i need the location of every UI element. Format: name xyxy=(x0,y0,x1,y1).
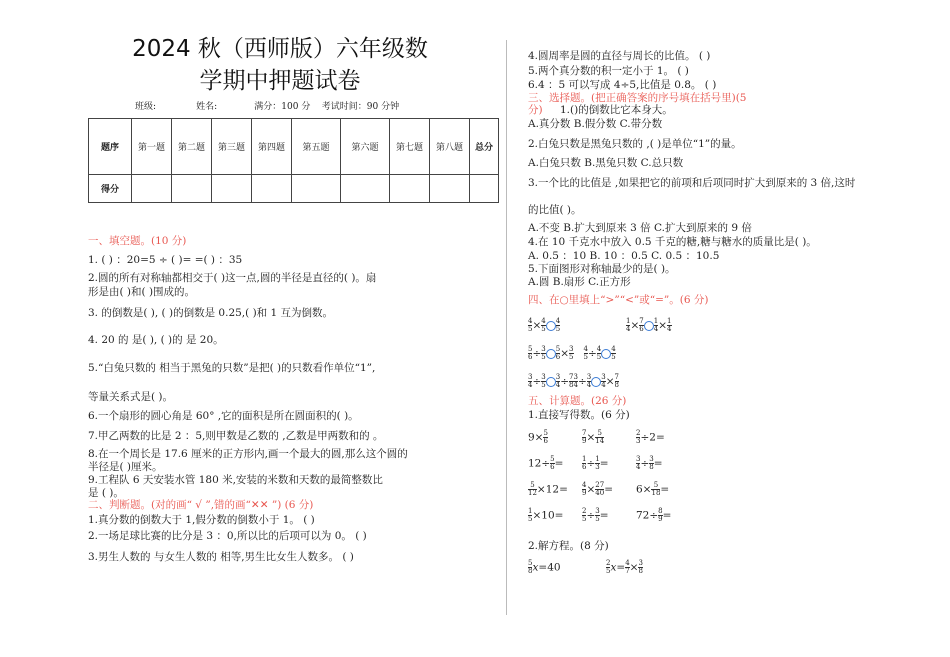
header-cell: 第六题 xyxy=(341,119,390,175)
score-table xyxy=(88,118,499,203)
choice-3-line1: 3.一个比的比值是 ,如果把它的前项和后项同时扩大到原来的 3 倍,这时 xyxy=(528,177,856,189)
section-true-false: 二、判断题。(对的画“ √ ”,错的画“✕✕ ”) (6 分) xyxy=(88,499,314,511)
choice-5: 5.下面图形对称轴最少的是( )。 xyxy=(528,263,676,275)
page-subtitle: 学期中押题试卷 xyxy=(199,68,361,94)
score-cell[interactable] xyxy=(341,175,390,203)
choice-1: 1.()的倒数比它本身大。 xyxy=(560,104,673,116)
choice-4: 4.在 10 千克水中放入 0.5 千克的糖,糖与糖水的质量比是( )。 xyxy=(528,236,817,248)
calc-row: $\frac{1}{6}$ ÷ $\frac{1}{3}$ = xyxy=(582,455,609,471)
choice-3-options: A.不变 B.扩大到原来 3 倍 C.扩大到原来的 9 倍 xyxy=(528,222,752,234)
answer-circle[interactable] xyxy=(644,321,654,331)
choice-4-options: A. 0.5 ：10 B. 10 ：0.5 C. 0.5 ：10.5 xyxy=(528,250,720,262)
judge-1: 1.真分数的倒数大于 1,假分数的倒数小于 1。 ( ) xyxy=(88,514,315,526)
question-8-line2: 半径是( )厘米。 xyxy=(88,461,163,473)
choice-2-options: A.白兔只数 B.黑兔只数 C.总只数 xyxy=(528,157,684,169)
choice-1-options: A.真分数 B.假分数 C.带分数 xyxy=(528,118,663,130)
score-cell[interactable] xyxy=(212,175,252,203)
question-6: 6.一个扇形的圆心角是 60° ,它的面积是所在圆面积的( )。 xyxy=(88,410,359,422)
question-5-line1: 5.“白兔只数的 相当于黑兔的只数”是把( )的只数看作单位“1”, xyxy=(88,362,376,374)
score-cell[interactable] xyxy=(470,175,499,203)
calc-part-1: 1.直接写得数。(6 分) xyxy=(528,409,630,421)
section-choice-line1: 三、选择题。(把正确答案的序号填在括号里)(5 xyxy=(528,92,747,104)
question-2-line2: 形是由( )和( )围成的。 xyxy=(88,286,196,298)
section-calculation: 五、计算题。(26 分) xyxy=(528,395,627,407)
score-cell[interactable] xyxy=(172,175,212,203)
judge-3: 3.男生人数的 与女生人数的 相等,男生比女生人数多。 ( ) xyxy=(88,551,354,563)
calc-row: $\frac{3}{4}$ ÷ $\frac{3}{8}$ = xyxy=(636,455,663,471)
score-cell[interactable] xyxy=(390,175,430,203)
judge-2: 2.一场足球比赛的比分是 3 ：0,所以比的后项可以为 0。 ( ) xyxy=(88,530,367,542)
header-cell: 第八题 xyxy=(430,119,470,175)
calc-row: $\frac{5}{12}$ ×12= xyxy=(528,481,568,497)
question-3: 3. 的倒数是( ), ( )的倒数是 0.25,( )和 1 互为倒数。 xyxy=(88,307,334,319)
score-label: 得分 xyxy=(89,175,132,203)
header-cell: 题序 xyxy=(89,119,132,175)
answer-circle[interactable] xyxy=(546,321,556,331)
question-9-line2: 是 ( )。 xyxy=(88,487,124,499)
judge-6: 6.4 ：5 可以写成 4÷5,比值是 0.8。 ( ) xyxy=(528,79,717,91)
question-1: 1. ( ) ：20=5 ÷ ( )= =( ) ：35 xyxy=(88,254,243,266)
calc-row: 12÷ $\frac{5}{6}$ = xyxy=(528,455,564,471)
answer-circle[interactable] xyxy=(601,349,611,359)
section-choice-line2: 分) xyxy=(528,104,543,116)
answer-circle[interactable] xyxy=(546,377,556,387)
section-fill-blank: 一、填空题。(10 分) xyxy=(88,235,187,247)
question-2-line1: 2.圆的所有对称轴都相交于( )这一点,圆的半径是直径的( )。扇 xyxy=(88,272,377,284)
header-cell: 第四题 xyxy=(252,119,292,175)
compare-row: $\frac{3}{4}$ ÷ $\frac{3}{5}$ $\frac{3}{4}$ ÷ $\frac{7}{8}$ $\frac{3}{4}$ ÷ $\frac{3}{4}$ $\frac{3}{4}$ × $\frac{7}{8}$ xyxy=(528,373,619,389)
judge-5: 5.两个真分数的积一定小于 1。 ( ) xyxy=(528,65,689,77)
calc-row: $\frac{1}{5}$ ×10= xyxy=(528,507,564,523)
question-9-line1: 9.工程队 6 天安装水管 180 米,安装的米数和天数的最简整数比 xyxy=(88,474,383,486)
calc-part-2: 2.解方程。(8 分) xyxy=(528,540,609,552)
section-compare: 四、在○里填上“>”“<”或“=”。(6 分) xyxy=(528,294,709,306)
calc-row: 72÷ $\frac{8}{9}$ = xyxy=(636,507,672,523)
question-8-line1: 8.在一个周长是 17.6 厘米的正方形内,画一个最大的圆,那么这个圆的 xyxy=(88,448,408,460)
header-cell: 第一题 xyxy=(132,119,172,175)
calc-row: $\frac{4}{9}$ × $\frac{27}{40}$ = xyxy=(582,481,614,497)
equation-2: $\frac{2}{5}$ x= $\frac{4}{7}$ × $\frac{3}{8}$ xyxy=(606,559,643,575)
header-cell: 第三题 xyxy=(212,119,252,175)
compare-row: $\frac{5}{6}$ ÷ $\frac{3}{5}$ $\frac{5}{6}$ × $\frac{3}{5}$ $\frac{4}{5}$ ÷ $\frac{4}{5}$ $\frac{4}{5}$ xyxy=(528,345,616,361)
question-4: 4. 20 的 是( ), ( )的 是 20。 xyxy=(88,334,224,346)
equation-1: $\frac{5}{8}$ x=40 xyxy=(528,559,561,575)
page-title: 2024 秋（西师版）六年级数 xyxy=(132,36,428,62)
header-cell: 第七题 xyxy=(390,119,430,175)
compare-row: $\frac{1}{4}$ × $\frac{7}{6}$ $\frac{1}{4}$ × $\frac{1}{4}$ xyxy=(626,317,672,333)
calc-row: $\frac{7}{9}$ × $\frac{5}{14}$ xyxy=(582,429,605,445)
exam-info: 班级: 姓名: 满分：100 分 考试时间：90 分钟 xyxy=(135,102,400,112)
score-cell[interactable] xyxy=(292,175,341,203)
column-divider xyxy=(506,40,507,615)
header-cell: 总分 xyxy=(470,119,499,175)
question-5-line2: 等量关系式是( )。 xyxy=(88,391,174,403)
compare-row: $\frac{4}{5}$ × $\frac{4}{5}$ $\frac{4}{5}$ xyxy=(528,317,561,333)
header-cell: 第五题 xyxy=(292,119,341,175)
question-7: 7.甲乙两数的比是 2 ：5,则甲数是乙数的 ,乙数是甲两数和的 。 xyxy=(88,430,384,442)
choice-2: 2.白兔只数是黑兔只数的 ,( )是单位“1”的量。 xyxy=(528,138,742,150)
fraction: $\frac{4}{5}$ xyxy=(528,317,533,333)
score-cell[interactable] xyxy=(132,175,172,203)
calc-row: 9× $\frac{5}{6}$ xyxy=(528,429,548,445)
judge-4: 4.圆周率是圆的直径与周长的比值。 ( ) xyxy=(528,50,711,62)
answer-circle[interactable] xyxy=(546,349,556,359)
header-cell: 第二题 xyxy=(172,119,212,175)
choice-3-line2: 的比值( )。 xyxy=(528,204,582,216)
calc-row: 6× $\frac{5}{18}$ = xyxy=(636,481,670,497)
calc-row: $\frac{2}{5}$ ÷ $\frac{3}{5}$ = xyxy=(582,507,609,523)
calc-row: $\frac{2}{3}$ ÷2= xyxy=(636,429,665,445)
choice-5-options: A.圆 B.扇形 C.正方形 xyxy=(528,276,631,288)
answer-circle[interactable] xyxy=(591,377,601,387)
score-cell[interactable] xyxy=(430,175,470,203)
score-cell[interactable] xyxy=(252,175,292,203)
